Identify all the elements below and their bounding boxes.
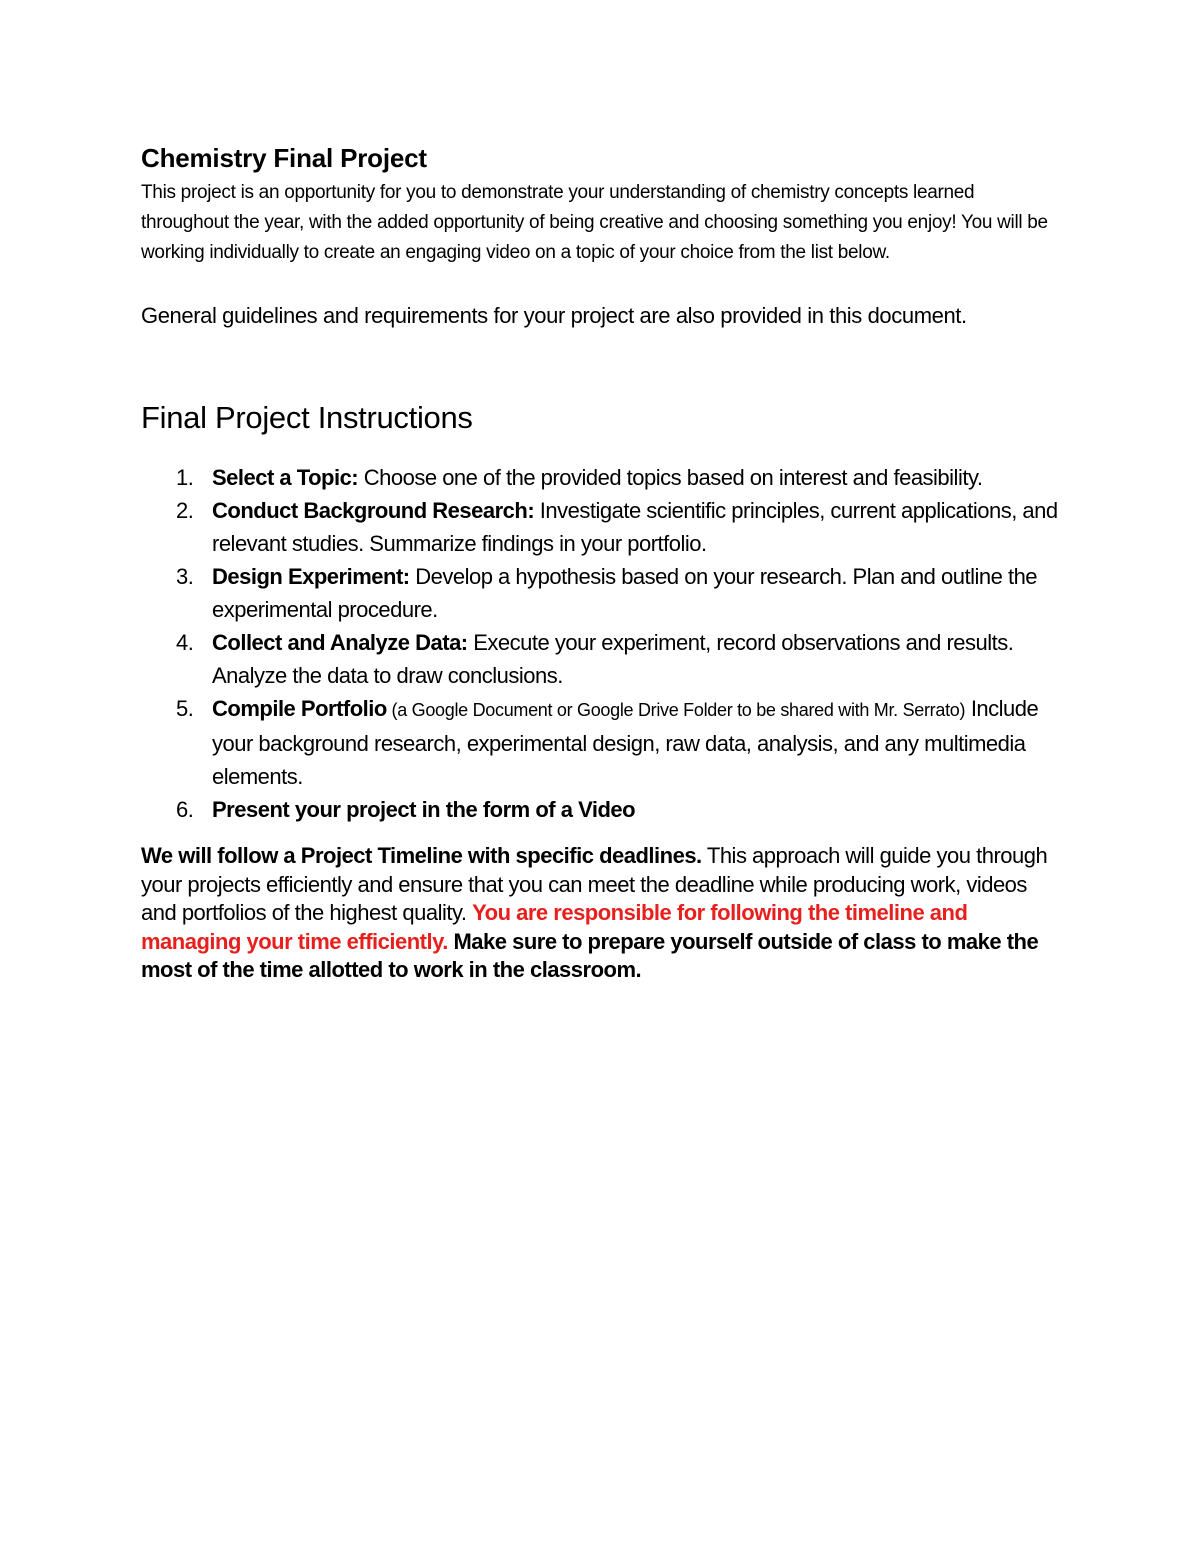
step-title: Design Experiment:	[212, 564, 410, 589]
step-text: Include your background research, experimental design, raw data, analysis, and any multimedia elements.	[212, 696, 1039, 789]
step-text: Choose one of the provided topics based on interest and feasibility.	[358, 465, 983, 490]
document-body	[141, 140, 1066, 985]
step-number: 5.	[176, 696, 194, 721]
instruction-step-3	[141, 560, 1066, 626]
step-number: 6.	[176, 797, 194, 822]
step-title: Conduct Background Research:	[212, 498, 535, 523]
step-number: 1.	[176, 465, 194, 490]
step-title: Compile Portfolio	[212, 696, 387, 721]
intro-paragraph: This project is an opportunity for you to demonstrate your understanding of chemistry concepts learned throughout the year, with the added opportunity of being creative and choosing something you enjoy! You will be working individually to create an engaging video on a topic of your choice from the list below.	[141, 182, 1048, 263]
instruction-step-2	[141, 494, 1066, 560]
step-text: Execute your experiment, record observations and results. Analyze the data to draw conclusions.	[212, 630, 1014, 688]
timeline-body: This approach will guide you through your projects efficiently and ensure that you can meet the deadline while producing work, videos and portfolios of the highest quality.	[141, 843, 1048, 925]
instruction-step-4	[141, 626, 1066, 692]
step-number: 2.	[176, 498, 194, 523]
instructions-heading: Final Project Instructions	[141, 400, 473, 435]
instruction-step-5	[141, 692, 1066, 793]
step-number: 3.	[176, 564, 194, 589]
instruction-step-1	[141, 461, 1066, 494]
instruction-step-6	[141, 793, 1066, 826]
instructions-list	[141, 461, 1066, 826]
document-title: Chemistry Final Project	[141, 143, 427, 173]
step-note: (a Google Document or Google Drive Folder to be shared with Mr. Serrato)	[386, 700, 966, 720]
step-title: Select a Topic:	[212, 465, 359, 490]
timeline-paragraph	[141, 842, 1066, 985]
step-number: 4.	[176, 630, 194, 655]
timeline-closing: Make sure to prepare yourself outside of class to make the most of the time allotted to work in the classroom.	[141, 928, 1039, 982]
guidelines-paragraph: General guidelines and requirements for your project are also provided in this document.	[141, 303, 967, 328]
timeline-warning: You are responsible for following the timeline and managing your time efficiently.	[141, 900, 968, 954]
step-title: Present your project in the form of a Video	[212, 797, 636, 822]
step-text: Develop a hypothesis based on your research. Plan and outline the experimental procedure.	[212, 564, 1038, 622]
step-text: Investigate scientific principles, current applications, and relevant studies. Summarize findings in your portfolio.	[212, 498, 1058, 556]
timeline-lead: We will follow a Project Timeline with specific deadlines.	[141, 843, 702, 868]
step-title: Collect and Analyze Data:	[212, 630, 468, 655]
